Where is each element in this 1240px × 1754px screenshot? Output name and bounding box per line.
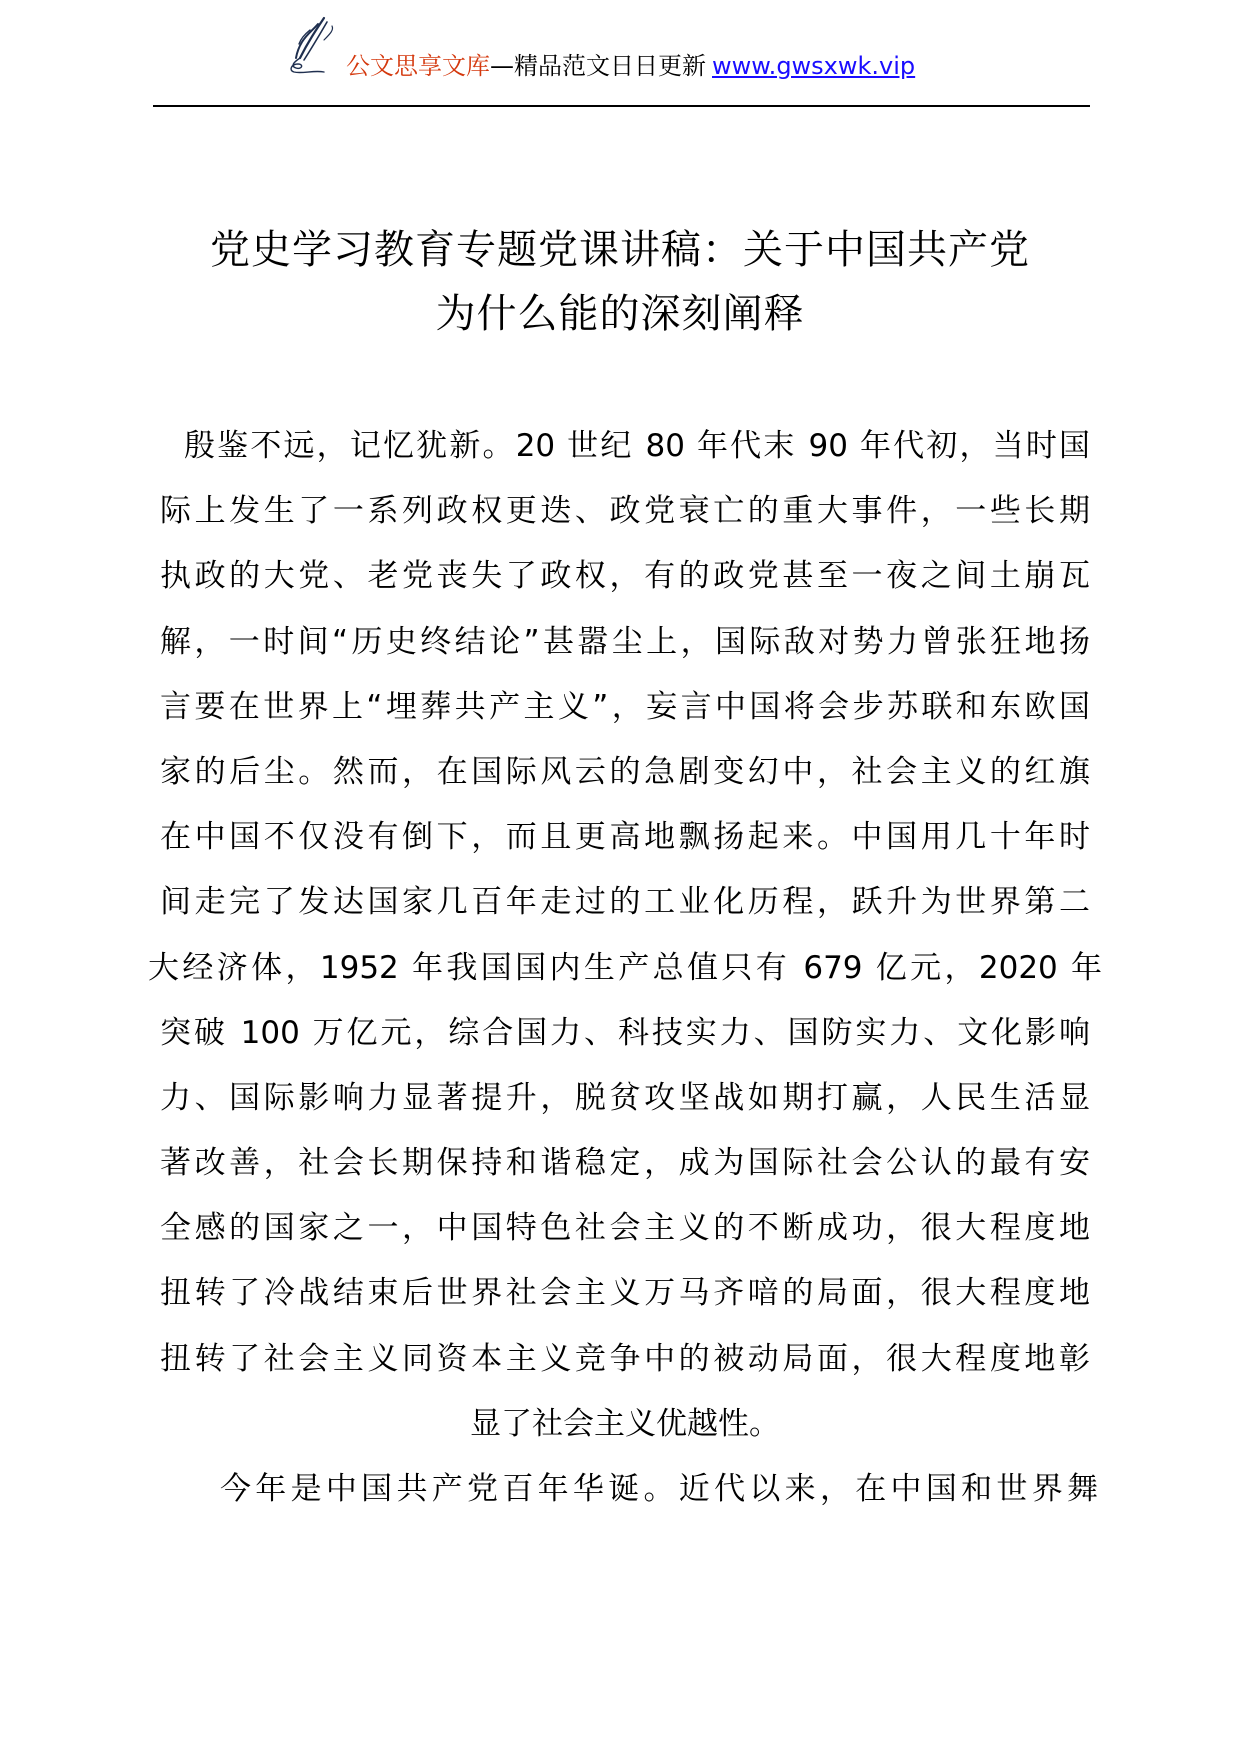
site-link[interactable]: www.gwsxwk.vip bbox=[712, 52, 916, 80]
body-line: 突破 100 万亿元，综合国力、科技实力、国防实力、文化影响 bbox=[160, 1014, 1090, 1051]
body-line: 今年是中国共产党百年华诞。近代以来，在中国和世界舞 bbox=[220, 1471, 1098, 1507]
document-title bbox=[150, 218, 1090, 346]
body-line: 力、国际影响力显著提升，脱贫攻坚战如期打赢，人民生活显 bbox=[160, 1079, 1090, 1116]
body-line: 执政的大党、老党丧失了政权，有的政党甚至一夜之间土崩瓦 bbox=[160, 558, 1090, 595]
body-line: 间走完了发达国家几百年走过的工业化历程，跃升为世界第二 bbox=[160, 884, 1090, 921]
quill-pen-icon bbox=[280, 16, 342, 78]
document-body bbox=[148, 414, 1102, 1522]
body-line: 著改善，社会长期保持和谐稳定，成为国际社会公认的最有安 bbox=[160, 1145, 1090, 1182]
header-slogan: —精品范文日日更新 bbox=[490, 52, 706, 80]
body-line: 解，一时间“历史终结论”甚嚣尘上，国际敌对势力曾张狂地扬 bbox=[160, 623, 1090, 660]
body-line: 扭转了冷战结束后世界社会主义万马齐喑的局面，很大程度地 bbox=[160, 1275, 1090, 1312]
body-line: 显了社会主义优越性。 bbox=[470, 1405, 780, 1442]
body-line: 大经济体，1952 年我国国内生产总值只有 679 亿元，2020 年 bbox=[148, 949, 1102, 986]
header-tagline bbox=[346, 50, 915, 82]
body-line: 在中国不仅没有倒下，而且更高地飘扬起来。中国用几十年时 bbox=[160, 819, 1090, 856]
body-line: 家的后尘。然而，在国际风云的急剧变幻中，社会主义的红旗 bbox=[160, 753, 1090, 790]
header-divider bbox=[153, 105, 1090, 107]
body-line: 际上发生了一系列政权更迭、政党衰亡的重大事件，一些长期 bbox=[160, 493, 1090, 530]
body-line: 言要在世界上“埋葬共产主义”，妄言中国将会步苏联和东欧国 bbox=[160, 688, 1090, 725]
title-line: 为什么能的深刻阐释 bbox=[435, 291, 805, 337]
brand-name: 公文思享文库 bbox=[346, 52, 490, 80]
body-line: 殷鉴不远，记忆犹新。20 世纪 80 年代末 90 年代初，当时国 bbox=[184, 428, 1090, 464]
page-header bbox=[0, 0, 1240, 110]
body-line: 扭转了社会主义同资本主义竞争中的被动局面，很大程度地彰 bbox=[160, 1340, 1090, 1377]
title-line: 党史学习教育专题党课讲稿：关于中国共产党 bbox=[210, 227, 1030, 273]
body-line: 全感的国家之一，中国特色社会主义的不断成功，很大程度地 bbox=[160, 1210, 1090, 1247]
